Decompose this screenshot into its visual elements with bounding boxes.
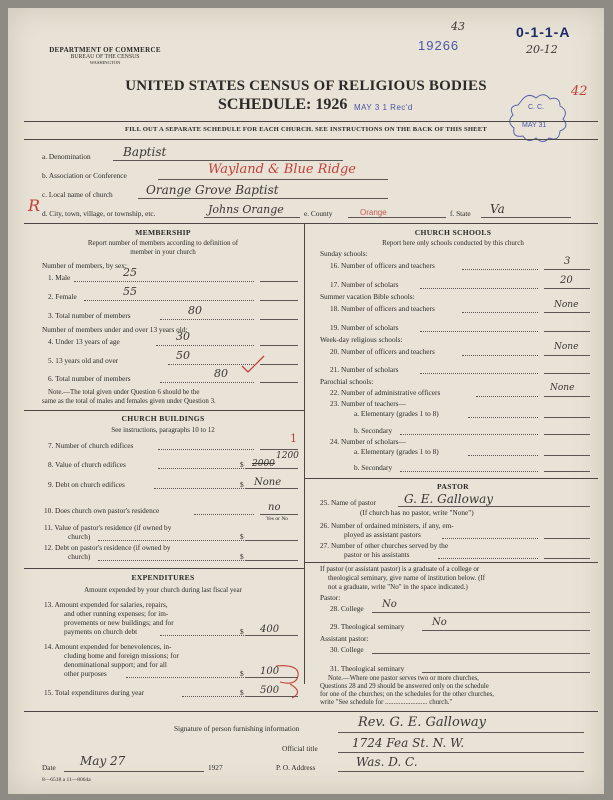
q22-label: 22. Number of administrative officers — [330, 388, 441, 397]
q20-value: None — [554, 342, 579, 352]
q12-label-1: 12. Debt on pastor's residence (if owned by — [44, 543, 171, 552]
q7-leader — [158, 449, 254, 450]
schools-sub: Report here only schools conducted by this church — [382, 239, 524, 247]
serial-stamp: 19266 — [418, 38, 460, 53]
q18-label: 18. Number of officers and teachers — [330, 304, 435, 313]
schools-title: CHURCH SCHOOLS — [414, 228, 492, 237]
q6-leader — [160, 382, 254, 383]
top-number: 43 — [451, 20, 465, 33]
instruction-line: FILL OUT A SEPARATE SCHEDULE FOR EACH CHURCH. SEE INSTRUCTIONS ON THE BACK OF THIS SHEET — [125, 126, 487, 133]
receipt-stamp — [508, 92, 570, 144]
q1-answer-line — [260, 281, 298, 282]
q22-answer-line — [544, 396, 590, 397]
classification-code: 0-1-1-A — [516, 24, 571, 40]
county-value: Orange — [360, 208, 387, 217]
q21-label: 21. Number of scholars — [330, 365, 399, 374]
q23b-label: b. Secondary — [354, 426, 393, 435]
q10-value: no — [268, 502, 281, 513]
summer-schools-label: Summer vacation Bible schools: — [320, 292, 415, 301]
stamp-outline — [508, 92, 570, 144]
q9-label: 9. Debt on church edifices — [48, 480, 125, 489]
q12-leader — [98, 560, 254, 561]
q25-line — [398, 506, 590, 507]
pastor-rule — [305, 562, 598, 563]
q19-answer-line — [544, 331, 590, 332]
q16-leader — [462, 269, 538, 270]
q10-leader — [194, 514, 254, 515]
q25-value: G. E. Galloway — [404, 492, 494, 506]
form-title: UNITED STATES CENSUS OF RELIGIOUS BODIES — [125, 78, 487, 94]
assistant-subhead: Assistant pastor: — [320, 634, 369, 643]
denomination-label: a. Denomination — [42, 152, 91, 161]
q17-value: 20 — [560, 275, 573, 286]
q15-label: 15. Total expenditures during year — [44, 688, 145, 697]
q9-leader — [154, 488, 254, 489]
q14-label-4: other purposes — [64, 669, 107, 678]
q28-label: 28. College — [330, 604, 364, 613]
q11-leader — [98, 540, 254, 541]
q12-label-2: church) — [68, 552, 91, 561]
q27-answer-line — [544, 558, 590, 559]
margin-mark: R — [28, 196, 41, 215]
q17-label: 17. Number of scholars — [330, 280, 399, 289]
year-label: 1927 — [208, 763, 223, 772]
q25-note: (If church has no pastor, write "None") — [360, 508, 474, 517]
received-stamp: MAY 3 1 Rec'd — [354, 103, 413, 112]
q21-answer-line — [544, 373, 590, 374]
q22-value: None — [550, 383, 575, 393]
q27-leader — [438, 558, 538, 559]
q26-answer-line — [544, 538, 590, 539]
department-header — [30, 46, 180, 65]
q8-value: 1200 — [276, 451, 299, 461]
yes-or-no-hint: Yes or No — [266, 516, 289, 522]
stamp-top-text: C. C. — [528, 104, 544, 111]
q29-value: No — [432, 617, 447, 628]
q26-leader — [442, 538, 538, 539]
department-name: DEPARTMENT OF COMMERCE — [49, 46, 161, 54]
q28-value: No — [382, 599, 397, 610]
bottom-rule — [24, 711, 598, 712]
buildings-title: CHURCH BUILDINGS — [121, 414, 205, 423]
pastor-note-1: Note.—Where one pastor serves two or more churches, — [328, 675, 479, 682]
q16-label: 16. Number of officers and teachers — [330, 261, 435, 270]
schedule-title: SCHEDULE: 1926 — [218, 96, 348, 113]
signature-line — [338, 732, 584, 733]
q20-label: 20. Number of officers and teachers — [330, 347, 435, 356]
q14-leader — [126, 677, 254, 678]
q14-label-1: 14. Amount expended for benevolences, in- — [44, 642, 172, 651]
q13-label-1: 13. Amount expended for salaries, repairs, — [44, 600, 168, 609]
q28-line — [372, 612, 590, 613]
q22-leader — [476, 396, 538, 397]
q27-label-2: pastor or his assistants — [344, 550, 410, 559]
q4-answer-line — [260, 345, 298, 346]
q24a-label: a. Elementary (grades 1 to 8) — [354, 447, 439, 456]
schools-rule — [305, 478, 598, 479]
q18-leader — [462, 312, 538, 313]
q29-label: 29. Theological seminary — [330, 622, 405, 631]
membership-note-1: Note.—The total given under Question 6 should be the — [48, 389, 200, 396]
q24b-label: b. Secondary — [354, 463, 393, 472]
q10-answer-line — [260, 514, 298, 515]
q1-leader — [74, 281, 254, 282]
official-title-line — [338, 752, 584, 753]
date-value: May 27 — [80, 754, 126, 768]
q16-answer-line — [544, 269, 590, 270]
county-label: e. County — [304, 209, 333, 218]
pastor-subhead: Pastor: — [320, 593, 341, 602]
membership-title: MEMBERSHIP — [135, 228, 191, 237]
q24b-leader — [400, 471, 538, 472]
church-name-value: Orange Grove Baptist — [146, 183, 279, 197]
instruction-rule — [24, 139, 598, 140]
q2-value: 55 — [123, 285, 137, 298]
pastor-note-4: write "See schedule for ......................... church." — [320, 699, 453, 706]
denomination-value: Baptist — [123, 145, 167, 159]
classification-code-2: 20-12 — [526, 43, 558, 56]
q1-value: 25 — [123, 266, 137, 279]
q30-line — [372, 653, 590, 654]
q30-label: 30. College — [330, 645, 364, 654]
date-line — [64, 771, 204, 772]
q15-value: 500 — [260, 685, 280, 696]
official-title-label: Official title — [282, 744, 318, 753]
church-name-label: c. Local name of church — [42, 190, 113, 199]
q1-label: 1. Male — [48, 273, 71, 282]
q3-leader — [160, 319, 254, 320]
q13-value: 400 — [260, 624, 280, 635]
sunday-schools-label: Sunday schools: — [320, 249, 368, 258]
stamp-date-text: MAY 31 — [522, 122, 547, 129]
q13-label-4: payments on church debt — [64, 627, 138, 636]
q4-label: 4. Under 13 years of age — [48, 337, 120, 346]
q3-label: 3. Total number of members — [48, 311, 131, 320]
form-codes: 8—6518 a 11—8064a — [42, 777, 91, 783]
city-label: d. City, town, village, or township, etc. — [42, 209, 156, 218]
pastor-note-2: Questions 28 and 29 should be answered only on the schedule — [320, 683, 489, 690]
column-divider — [304, 224, 305, 684]
q8-struck-value: 2000 — [252, 459, 275, 469]
q6-value: 80 — [214, 367, 228, 380]
q26-label-1: 26. Number of ordained ministers, if any, em- — [320, 521, 454, 530]
q21-leader — [420, 373, 538, 374]
q2-label: 2. Female — [48, 292, 77, 301]
graduate-note-2: theological seminary, give name of institution below. (If — [328, 574, 486, 582]
association-value: Wayland & Blue Ridge — [208, 162, 356, 177]
q26-label-2: ployed as assistant pastors — [344, 530, 421, 539]
q13-label-3: provements or new buildings; and for — [64, 618, 174, 627]
signature-label: Signature of person furnishing information — [174, 724, 300, 733]
q4-leader — [156, 345, 254, 346]
q9-value: None — [254, 477, 282, 488]
q14-dollar-sign: $ — [240, 669, 244, 678]
q12-dollar-sign: $ — [240, 552, 244, 561]
q23a-label: a. Elementary (grades 1 to 8) — [354, 409, 439, 418]
membership-rule — [24, 410, 304, 411]
association-label: b. Association or Conference — [42, 171, 127, 180]
q23a-leader — [468, 417, 538, 418]
address-line — [338, 771, 584, 772]
q9-dollar-sign: $ — [240, 480, 244, 489]
expenditures-title: EXPENDITURES — [131, 573, 195, 582]
red-number: 42 — [571, 84, 588, 99]
q17-leader — [420, 288, 538, 289]
q5-label: 5. 13 years old and over — [48, 356, 119, 365]
q11-label-1: 11. Value of pastor's residence (if owned by — [44, 523, 172, 532]
q6-label: 6. Total number of members — [48, 374, 131, 383]
address-value: Was. D. C. — [356, 755, 418, 769]
top-rule — [24, 121, 598, 122]
q7-label: 7. Number of church edifices — [48, 441, 134, 450]
association-line — [158, 179, 388, 180]
buildings-sub: See instructions, paragraphs 10 to 12 — [111, 426, 215, 434]
q2-answer-line — [260, 300, 298, 301]
q6-answer-line — [260, 382, 298, 383]
signature-value: Rev. G. E. Galloway — [358, 715, 486, 730]
members-by-sex-label: Number of members, by sex: — [42, 261, 127, 270]
q11-label-2: church) — [68, 532, 91, 541]
q31-line — [422, 672, 590, 673]
pastor-note-3: for one of the churches; on the schedules for the other churches, — [320, 691, 495, 698]
denomination-line — [113, 160, 343, 161]
q27-label-1: 27. Number of other churches served by the — [320, 541, 449, 550]
graduate-note-1: If pastor (or assistant pastor) is a graduate of a college or — [320, 565, 480, 573]
q11-answer-line — [246, 540, 298, 541]
address-label: P. O. Address — [276, 763, 316, 772]
membership-sub-1: Report number of members according to definition of — [87, 239, 239, 247]
q17-answer-line — [544, 288, 590, 289]
q13-answer-line — [246, 635, 298, 636]
ident-rule — [24, 223, 598, 224]
q23b-answer-line — [544, 434, 590, 435]
q18-value: None — [554, 300, 579, 310]
q11-dollar-sign: $ — [240, 532, 244, 541]
q5-value: 50 — [176, 349, 190, 362]
q19-label: 19. Number of scholars — [330, 323, 399, 332]
q15-dollar-sign: $ — [240, 688, 244, 697]
q29-line — [422, 630, 590, 631]
q19-leader — [420, 331, 538, 332]
q10-label: 10. Does church own pastor's residence — [44, 506, 160, 515]
q13-label-2: and other running expenses; for im- — [64, 609, 169, 618]
q24b-answer-line — [544, 471, 590, 472]
q16-value: 3 — [564, 256, 571, 267]
q7-value: 1 — [290, 432, 297, 445]
city-line — [204, 217, 300, 218]
q3-answer-line — [260, 319, 298, 320]
red-check-mark — [240, 354, 266, 374]
q7-answer-line — [260, 449, 298, 450]
q2-leader — [84, 300, 254, 301]
q9-answer-line — [246, 488, 298, 489]
city-name: WASHINGTON — [89, 60, 121, 65]
parochial-schools-label: Parochial schools: — [320, 377, 374, 386]
bureau-name: BUREAU OF THE CENSUS — [70, 54, 140, 60]
q3-value: 80 — [188, 304, 202, 317]
q12-answer-line — [246, 560, 298, 561]
state-line — [481, 217, 571, 218]
q14-label-3: denominational support; and for all — [64, 660, 167, 669]
church-name-line — [138, 198, 388, 199]
q24-label: 24. Number of scholars— — [330, 437, 406, 446]
q25-label: 25. Name of pastor — [320, 498, 376, 507]
buildings-rule — [24, 568, 304, 569]
date-label: Date — [42, 763, 56, 772]
q13-dollar-sign: $ — [240, 627, 244, 636]
q23a-answer-line — [544, 417, 590, 418]
graduate-note-3: not a graduate, write "No" in the space indicated.) — [328, 583, 468, 591]
membership-sub-2: member in your church — [130, 248, 196, 256]
q23b-leader — [400, 434, 538, 435]
q4-value: 30 — [176, 330, 190, 343]
official-title-value: 1724 Fea St. N. W. — [352, 736, 465, 750]
q31-label: 31. Theological seminary — [330, 664, 405, 673]
q14-value: 100 — [260, 666, 280, 677]
q20-leader — [462, 355, 538, 356]
county-line — [348, 217, 446, 218]
expenditures-sub: Amount expended by your church during last fiscal year — [84, 586, 242, 594]
q15-answer-line — [246, 696, 298, 697]
age-header-label: Number of members under and over 13 years old: — [42, 325, 188, 334]
state-value: Va — [490, 202, 505, 216]
q14-label-2: cluding home and foreign missions; for — [64, 651, 179, 660]
q18-answer-line — [544, 312, 590, 313]
q23-label: 23. Number of teachers— — [330, 399, 406, 408]
q20-answer-line — [544, 355, 590, 356]
city-value: Johns Orange — [208, 203, 284, 216]
q8-dollar-sign: $ — [240, 460, 244, 469]
pastor-title: PASTOR — [437, 482, 469, 491]
membership-note-2: same as the total of males and females given under Question 3. — [42, 398, 216, 405]
q24a-answer-line — [544, 455, 590, 456]
q8-label: 8. Value of church edifices — [48, 460, 126, 469]
weekday-schools-label: Week-day religious schools: — [320, 335, 403, 344]
state-label: f. State — [450, 209, 471, 218]
q24a-leader — [468, 455, 538, 456]
census-schedule-page — [8, 8, 604, 794]
